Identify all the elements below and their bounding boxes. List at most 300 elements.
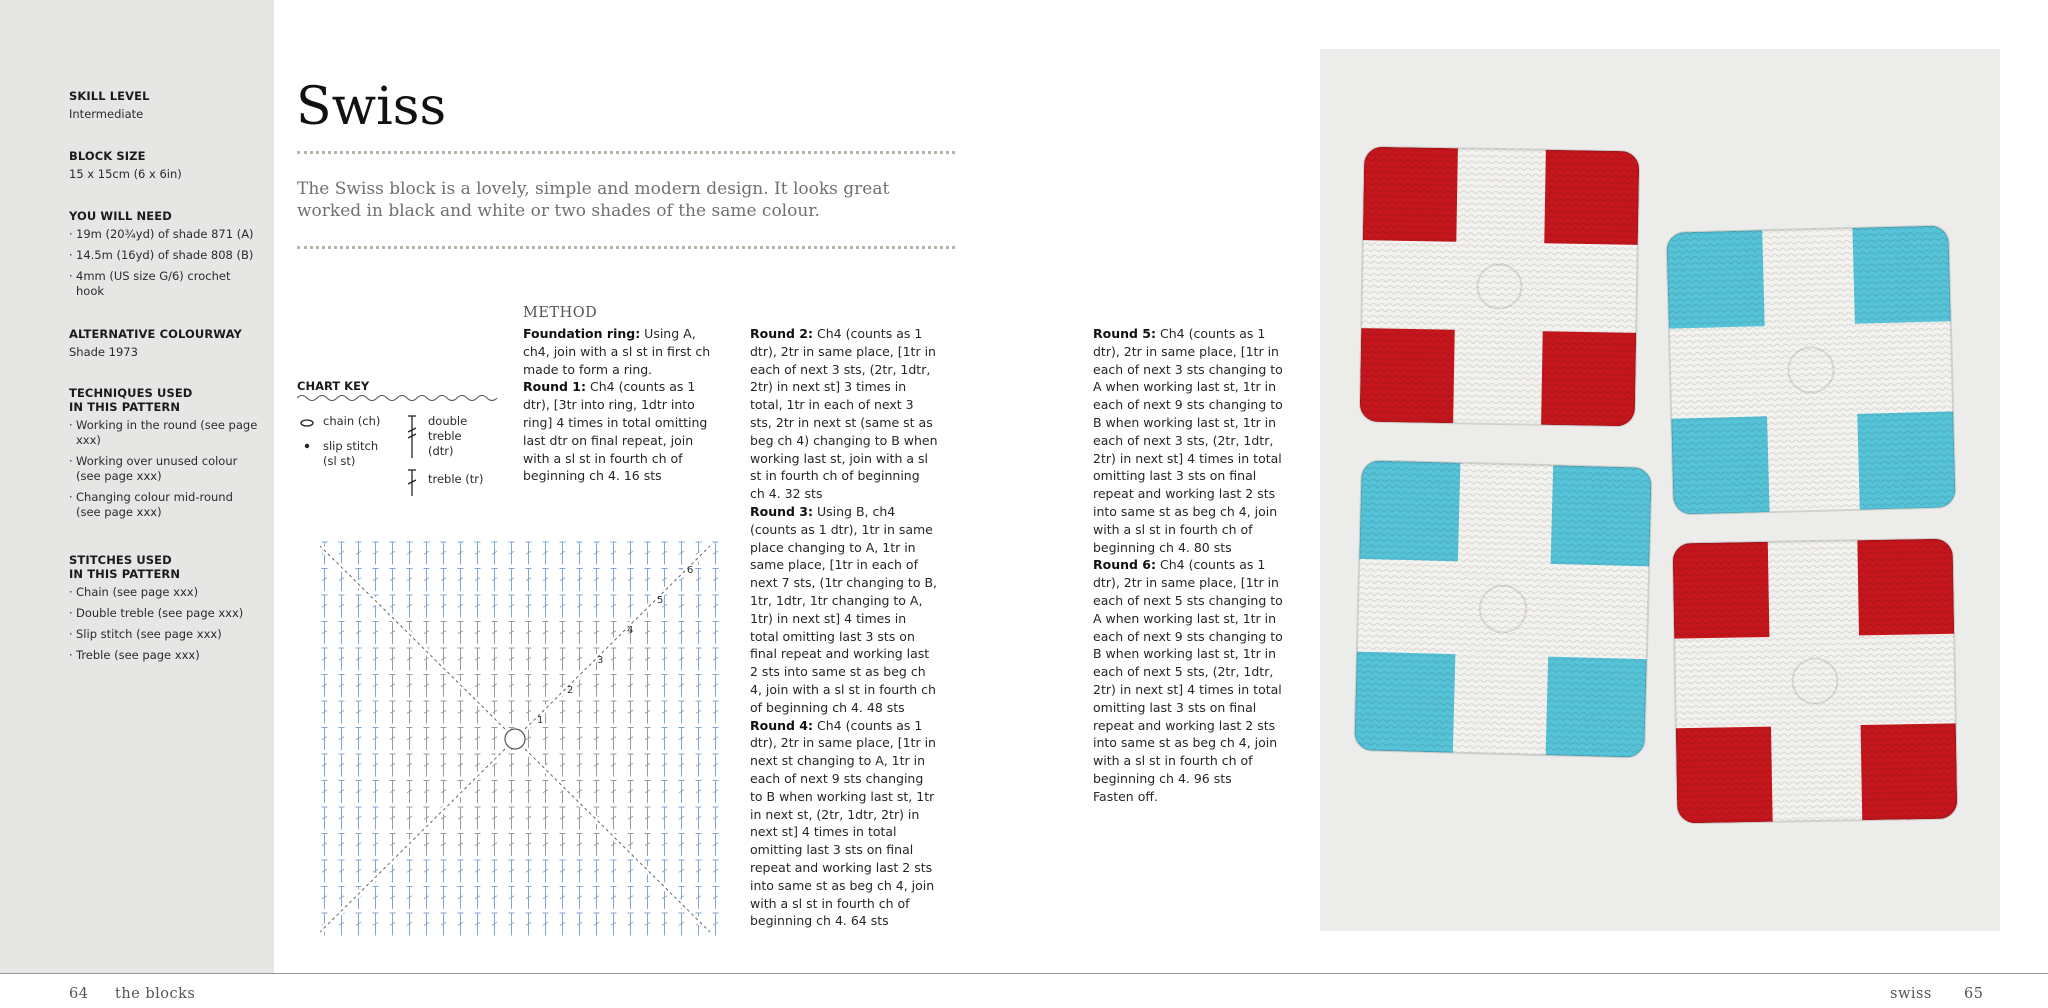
round-5-paragraph — [1093, 325, 1283, 556]
method-column-2 — [750, 325, 938, 930]
crochet-block — [1673, 539, 1958, 824]
swiss-blocks-illustration — [1320, 49, 2000, 931]
treble-stitch-symbol — [560, 542, 566, 565]
key-double-treble-label: double treble (dtr) — [428, 414, 468, 458]
treble-stitch-symbol — [645, 807, 651, 830]
treble-stitch-symbol — [339, 595, 345, 618]
treble-stitch-symbol — [577, 913, 583, 936]
treble-stitch-symbol — [543, 728, 549, 751]
treble-stitch-symbol — [407, 781, 413, 804]
round-number-label: 6 — [687, 565, 694, 576]
treble-stitch-symbol — [560, 860, 566, 883]
treble-stitch-symbol — [373, 569, 379, 592]
treble-stitch-symbol — [356, 622, 362, 645]
treble-stitch-symbol — [713, 834, 719, 857]
treble-stitch-symbol — [645, 754, 651, 777]
treble-stitch-symbol — [441, 860, 447, 883]
treble-stitch-symbol — [577, 754, 583, 777]
treble-stitch-symbol — [628, 754, 634, 777]
treble-stitch-symbol — [373, 913, 379, 936]
treble-stitch-symbol — [458, 728, 464, 751]
treble-stitch-symbol — [560, 834, 566, 857]
treble-stitch-symbol — [509, 887, 515, 910]
treble-stitch-symbol — [713, 648, 719, 671]
treble-stitch-symbol — [679, 622, 685, 645]
treble-stitch-symbol — [475, 542, 481, 565]
treble-stitch-symbol — [594, 754, 600, 777]
treble-stitch-symbol — [492, 781, 498, 804]
treble-stitch-symbol — [356, 728, 362, 751]
list-item: · Changing colour mid-round (see page xxx) — [69, 490, 246, 520]
treble-stitch-symbol — [577, 728, 583, 751]
treble-stitch-symbol — [441, 701, 447, 724]
treble-stitch-symbol — [475, 675, 481, 698]
treble-stitch-symbol — [424, 887, 430, 910]
treble-stitch-symbol — [526, 781, 532, 804]
sidebar — [0, 0, 274, 973]
you-will-need-section — [69, 209, 265, 305]
treble-stitch-symbol — [594, 781, 600, 804]
treble-stitch-symbol — [373, 807, 379, 830]
treble-stitch-symbol — [679, 860, 685, 883]
fasten-off-text: Fasten off. — [1093, 788, 1158, 804]
treble-stitch-symbol — [356, 860, 362, 883]
treble-stitch-symbol — [390, 569, 396, 592]
treble-stitch-symbol — [441, 728, 447, 751]
chart-key-title: CHART KEY — [297, 379, 370, 393]
treble-stitch-symbol — [611, 887, 617, 910]
treble-stitch-symbol — [594, 728, 600, 751]
treble-stitch-symbol — [390, 781, 396, 804]
treble-stitch-symbol — [628, 913, 634, 936]
treble-stitch-symbol — [424, 728, 430, 751]
skill-level-value: Intermediate — [69, 107, 144, 121]
treble-stitch-symbol — [492, 569, 498, 592]
treble-stitch-symbol — [560, 754, 566, 777]
block-size-value: 15 x 15cm (6 x 6in) — [69, 167, 182, 181]
treble-stitch-symbol — [356, 675, 362, 698]
treble-stitch-symbol — [458, 622, 464, 645]
treble-stitch-symbol — [458, 595, 464, 618]
list-item: · Working in the round (see page xxx) — [69, 418, 259, 448]
treble-stitch-symbol — [441, 569, 447, 592]
block-size-heading: BLOCK SIZE — [69, 149, 146, 163]
treble-stitch-symbol — [322, 754, 328, 777]
treble-stitch-symbol — [594, 595, 600, 618]
treble-stitch-symbol — [560, 701, 566, 724]
treble-stitch-symbol — [356, 542, 362, 565]
round-2-paragraph — [750, 325, 938, 503]
treble-stitch-symbol — [373, 781, 379, 804]
treble-stitch-symbol — [696, 595, 702, 618]
treble-stitch-symbol — [322, 675, 328, 698]
round-number-label: 1 — [537, 715, 544, 726]
treble-stitch-symbol — [696, 648, 702, 671]
treble-stitch-symbol — [611, 648, 617, 671]
key-chain-label: chain (ch) — [323, 414, 381, 428]
treble-stitch-symbol — [407, 569, 413, 592]
treble-stitch-symbol — [696, 569, 702, 592]
treble-stitch-symbol — [424, 569, 430, 592]
treble-stitch-symbol — [373, 542, 379, 565]
round-4-paragraph — [750, 717, 938, 931]
treble-stitch-symbol — [441, 781, 447, 804]
treble-stitch-symbol — [356, 807, 362, 830]
treble-stitch-symbol — [696, 622, 702, 645]
treble-stitch-symbol — [628, 807, 634, 830]
treble-stitch-symbol — [594, 675, 600, 698]
treble-stitch-symbol — [594, 860, 600, 883]
treble-stitch-symbol — [373, 834, 379, 857]
round-2-text: Ch4 (counts as 1 dtr), 2tr in same place, [1tr in each of next 3 sts, (2tr, 1dtr, 2tr) in next st] 3 times in total, 1tr in each of next 3 sts, 2tr in next st (same st as beg ch 4) changing to B when working last st, join with a sl st in fourth ch of beginning ch 4. 32 sts — [750, 326, 938, 502]
treble-stitch-symbol — [628, 728, 634, 751]
treble-stitch-symbol — [339, 622, 345, 645]
treble-stitch-symbol — [560, 648, 566, 671]
treble-stitch-symbol — [645, 701, 651, 724]
treble-stitch-symbol — [458, 648, 464, 671]
treble-stitch-symbol — [696, 834, 702, 857]
treble-stitch-symbol — [475, 569, 481, 592]
treble-stitch-symbol — [526, 675, 532, 698]
treble-stitch-symbol — [509, 569, 515, 592]
treble-stitch-symbol — [339, 648, 345, 671]
chain-symbol-icon — [299, 418, 315, 428]
treble-symbol-icon — [405, 468, 419, 498]
treble-stitch-symbol — [492, 595, 498, 618]
treble-stitch-symbol — [441, 887, 447, 910]
treble-stitch-symbol — [594, 913, 600, 936]
right-running-head: swiss — [1890, 986, 1932, 1002]
treble-stitch-symbol — [322, 781, 328, 804]
treble-stitch-symbol — [390, 622, 396, 645]
treble-stitch-symbol — [713, 807, 719, 830]
treble-stitch-symbol — [339, 754, 345, 777]
treble-stitch-symbol — [509, 595, 515, 618]
treble-stitch-symbol — [662, 728, 668, 751]
key-treble-label: treble (tr) — [428, 472, 484, 486]
treble-stitch-symbol — [407, 648, 413, 671]
treble-stitch-symbol — [424, 622, 430, 645]
treble-stitch-symbol — [679, 913, 685, 936]
corner-diagonal — [525, 749, 710, 932]
treble-stitch-symbol — [713, 860, 719, 883]
treble-stitch-symbol — [696, 807, 702, 830]
treble-stitch-symbol — [390, 834, 396, 857]
treble-stitch-symbol — [373, 728, 379, 751]
treble-stitch-symbol — [696, 887, 702, 910]
treble-stitch-symbol — [407, 542, 413, 565]
foundation-ring-label: Foundation ring: — [523, 326, 641, 341]
treble-stitch-symbol — [645, 834, 651, 857]
treble-stitch-symbol — [577, 887, 583, 910]
crochet-blocks-photo — [1320, 49, 2000, 931]
round-number-label: 5 — [657, 595, 664, 606]
treble-stitch-symbol — [577, 834, 583, 857]
treble-stitch-symbol — [713, 754, 719, 777]
list-item: · 4mm (US size G/6) crochet hook — [69, 269, 246, 299]
intro-text: The Swiss block is a lovely, simple and modern design. It looks great worked in black and white or two shades of the same colour. — [297, 179, 890, 221]
treble-stitch-symbol — [628, 675, 634, 698]
foundation-ring-paragraph — [523, 325, 713, 378]
treble-stitch-symbol — [407, 860, 413, 883]
treble-stitch-symbol — [645, 887, 651, 910]
treble-stitch-symbol — [679, 807, 685, 830]
treble-stitch-symbol — [611, 569, 617, 592]
left-page-number: 64 — [69, 986, 89, 1002]
treble-stitch-symbol — [662, 542, 668, 565]
treble-stitch-symbol — [322, 595, 328, 618]
treble-stitch-symbol — [628, 569, 634, 592]
treble-stitch-symbol — [526, 622, 532, 645]
treble-stitch-symbol — [339, 701, 345, 724]
skill-level-section — [69, 89, 265, 122]
treble-stitch-symbol — [713, 622, 719, 645]
treble-stitch-symbol — [441, 622, 447, 645]
treble-stitch-symbol — [475, 781, 481, 804]
treble-stitch-symbol — [713, 675, 719, 698]
treble-stitch-symbol — [611, 807, 617, 830]
treble-stitch-symbol — [662, 781, 668, 804]
treble-stitch-symbol — [526, 807, 532, 830]
treble-stitch-symbol — [322, 807, 328, 830]
treble-stitch-symbol — [441, 595, 447, 618]
list-item: · Slip stitch (see page xxx) — [69, 627, 265, 642]
treble-stitch-symbol — [611, 728, 617, 751]
treble-stitch-symbol — [424, 913, 430, 936]
treble-stitch-symbol — [526, 569, 532, 592]
treble-stitch-symbol — [577, 701, 583, 724]
treble-stitch-symbol — [543, 834, 549, 857]
method-title: METHOD — [523, 305, 598, 321]
round-1-paragraph — [523, 378, 713, 485]
treble-stitch-symbol — [543, 648, 549, 671]
treble-stitch-symbol — [322, 701, 328, 724]
techniques-heading: TECHNIQUES USED IN THIS PATTERN — [69, 386, 193, 414]
round-6-label: Round 6: — [1093, 557, 1157, 573]
treble-stitch-symbol — [611, 542, 617, 565]
techniques-section — [69, 386, 265, 526]
treble-stitch-symbol — [509, 807, 515, 830]
treble-stitch-symbol — [356, 913, 362, 936]
treble-stitch-symbol — [679, 781, 685, 804]
treble-stitch-symbol — [458, 569, 464, 592]
treble-stitch-symbol — [611, 701, 617, 724]
treble-stitch-symbol — [696, 860, 702, 883]
treble-stitch-symbol — [475, 595, 481, 618]
foundation-ring-symbol — [505, 729, 525, 749]
treble-stitch-symbol — [356, 701, 362, 724]
treble-stitch-symbol — [645, 728, 651, 751]
treble-stitch-symbol — [645, 569, 651, 592]
treble-stitch-symbol — [458, 834, 464, 857]
treble-stitch-symbol — [475, 728, 481, 751]
treble-stitch-symbol — [407, 675, 413, 698]
treble-stitch-symbol — [339, 834, 345, 857]
round-5-text: Ch4 (counts as 1 dtr), 2tr in same place, [1tr in each of next 3 sts changing to A when working last st, 1tr in each of next 9 sts changing to B when working last st, 1tr in each of next 3 sts, (2tr, 1dtr, 2tr) in next st] 4 times in total omitting last 3 sts on final repeat and working last 2 sts into same st as beg ch 4, join with a sl st in fourth ch of beginning ch 4. 80 sts — [1093, 326, 1283, 555]
stitches-section — [69, 553, 265, 669]
treble-stitch-symbol — [492, 807, 498, 830]
round-5-label: Round 5: — [1093, 326, 1157, 341]
you-will-need-heading: YOU WILL NEED — [69, 209, 172, 223]
treble-stitch-symbol — [492, 887, 498, 910]
treble-stitch-symbol — [645, 781, 651, 804]
treble-stitch-symbol — [543, 542, 549, 565]
alternative-colourway-section — [69, 327, 265, 360]
treble-stitch-symbol — [560, 622, 566, 645]
treble-stitch-symbol — [475, 887, 481, 910]
round-2-label: Round 2: — [750, 326, 814, 341]
treble-stitch-symbol — [543, 887, 549, 910]
foundation-ring-text: Using A, ch4, join with a sl st in first ch made to form a ring. — [523, 326, 711, 377]
treble-stitch-symbol — [679, 648, 685, 671]
treble-stitch-symbol — [475, 807, 481, 830]
treble-stitch-symbol — [322, 622, 328, 645]
treble-stitch-symbol — [662, 807, 668, 830]
treble-stitch-symbol — [373, 701, 379, 724]
treble-stitch-symbol — [475, 834, 481, 857]
treble-stitch-symbol — [713, 887, 719, 910]
treble-stitch-symbol — [577, 542, 583, 565]
treble-stitch-symbol — [509, 860, 515, 883]
treble-stitch-symbol — [526, 728, 532, 751]
treble-stitch-symbol — [492, 834, 498, 857]
treble-stitch-symbol — [696, 754, 702, 777]
treble-stitch-symbol — [560, 913, 566, 936]
treble-stitch-symbol — [441, 754, 447, 777]
treble-stitch-symbol — [475, 913, 481, 936]
treble-stitch-symbol — [441, 834, 447, 857]
treble-stitch-symbol — [509, 648, 515, 671]
techniques-list — [69, 418, 259, 520]
treble-stitch-symbol — [679, 701, 685, 724]
treble-stitch-symbol — [509, 542, 515, 565]
page-title: Swiss — [296, 77, 447, 137]
treble-stitch-symbol — [543, 807, 549, 830]
treble-stitch-symbol — [611, 913, 617, 936]
treble-stitch-symbol — [509, 701, 515, 724]
treble-stitch-symbol — [543, 569, 549, 592]
treble-stitch-symbol — [679, 834, 685, 857]
crochet-block — [1354, 460, 1651, 757]
treble-stitch-symbol — [373, 754, 379, 777]
treble-stitch-symbol — [492, 648, 498, 671]
treble-stitch-symbol — [543, 595, 549, 618]
treble-stitch-symbol — [390, 913, 396, 936]
double-treble-symbol-icon — [405, 414, 419, 460]
treble-stitch-symbol — [577, 595, 583, 618]
block-size-section — [69, 149, 265, 182]
treble-stitch-symbol — [492, 860, 498, 883]
treble-stitch-symbol — [662, 754, 668, 777]
treble-stitch-symbol — [492, 622, 498, 645]
treble-stitch-symbol — [339, 675, 345, 698]
treble-stitch-symbol — [339, 807, 345, 830]
treble-stitch-symbol — [713, 569, 719, 592]
treble-stitch-symbol — [373, 675, 379, 698]
treble-stitch-symbol — [611, 595, 617, 618]
treble-stitch-symbol — [577, 622, 583, 645]
treble-stitch-symbol — [543, 781, 549, 804]
treble-stitch-symbol — [390, 807, 396, 830]
treble-stitch-symbol — [526, 595, 532, 618]
treble-stitch-symbol — [322, 728, 328, 751]
treble-stitch-symbol — [543, 913, 549, 936]
treble-stitch-symbol — [628, 887, 634, 910]
treble-stitch-symbol — [594, 834, 600, 857]
treble-stitch-symbol — [424, 781, 430, 804]
treble-stitch-symbol — [611, 860, 617, 883]
treble-stitch-symbol — [628, 701, 634, 724]
list-item: · Chain (see page xxx) — [69, 585, 265, 600]
treble-stitch-symbol — [577, 807, 583, 830]
treble-stitch-symbol — [390, 675, 396, 698]
treble-stitch-symbol — [662, 913, 668, 936]
left-running-head: the blocks — [115, 986, 196, 1002]
treble-stitch-symbol — [611, 781, 617, 804]
treble-stitch-symbol — [407, 701, 413, 724]
treble-stitch-symbol — [645, 542, 651, 565]
treble-stitch-symbol — [390, 542, 396, 565]
treble-stitch-symbol — [356, 834, 362, 857]
footer-rule — [0, 973, 2048, 974]
round-1-label: Round 1: — [523, 379, 587, 395]
skill-level-heading: SKILL LEVEL — [69, 89, 150, 103]
treble-stitch-symbol — [407, 887, 413, 910]
treble-stitch-symbol — [475, 648, 481, 671]
treble-stitch-symbol — [424, 754, 430, 777]
treble-stitch-symbol — [577, 569, 583, 592]
treble-stitch-symbol — [713, 542, 719, 565]
treble-stitch-symbol — [526, 860, 532, 883]
treble-stitch-symbol — [611, 675, 617, 698]
treble-stitch-symbol — [356, 754, 362, 777]
treble-stitch-symbol — [492, 675, 498, 698]
treble-stitch-symbol — [509, 622, 515, 645]
treble-stitch-symbol — [458, 754, 464, 777]
treble-stitch-symbol — [628, 542, 634, 565]
treble-stitch-symbol — [475, 860, 481, 883]
treble-stitch-symbol — [543, 860, 549, 883]
treble-stitch-symbol — [713, 595, 719, 618]
treble-stitch-symbol — [492, 728, 498, 751]
treble-stitch-symbol — [679, 542, 685, 565]
treble-stitch-symbol — [577, 860, 583, 883]
treble-stitch-symbol — [458, 542, 464, 565]
treble-stitch-symbol — [594, 622, 600, 645]
treble-stitch-symbol — [458, 913, 464, 936]
treble-stitch-symbol — [424, 860, 430, 883]
key-slip-stitch-label: slip stitch (sl st) — [323, 439, 379, 468]
treble-stitch-symbol — [390, 701, 396, 724]
treble-stitch-symbol — [543, 675, 549, 698]
treble-stitch-symbol — [458, 860, 464, 883]
treble-stitch-symbol — [322, 887, 328, 910]
treble-stitch-symbol — [390, 648, 396, 671]
treble-stitch-symbol — [645, 913, 651, 936]
treble-stitch-symbol — [526, 542, 532, 565]
slip-stitch-symbol-icon — [302, 441, 312, 451]
treble-stitch-symbol — [458, 887, 464, 910]
treble-stitch-symbol — [373, 648, 379, 671]
round-3-label: Round 3: — [750, 503, 814, 519]
method-column-1 — [523, 325, 713, 485]
wavy-divider — [297, 393, 502, 403]
round-6-text: Ch4 (counts as 1 dtr), 2tr in same place, [1tr in each of next 5 sts changing to A when working last st, 1tr in each of next 9 sts changing to B when working last st, 1tr in each of next 5 sts, (2tr, 1dtr, 2tr) in next st] 4 times in total omitting last 3 sts on final repeat and working last 2 sts into same st as beg ch 4, join with a sl st in fourth ch of beginning ch 4. 96 sts — [1093, 557, 1283, 786]
list-item: · 14.5m (16yd) of shade 808 (B) — [69, 248, 265, 263]
round-6-paragraph — [1093, 556, 1283, 787]
treble-stitch-symbol — [645, 648, 651, 671]
treble-stitch-symbol — [696, 781, 702, 804]
